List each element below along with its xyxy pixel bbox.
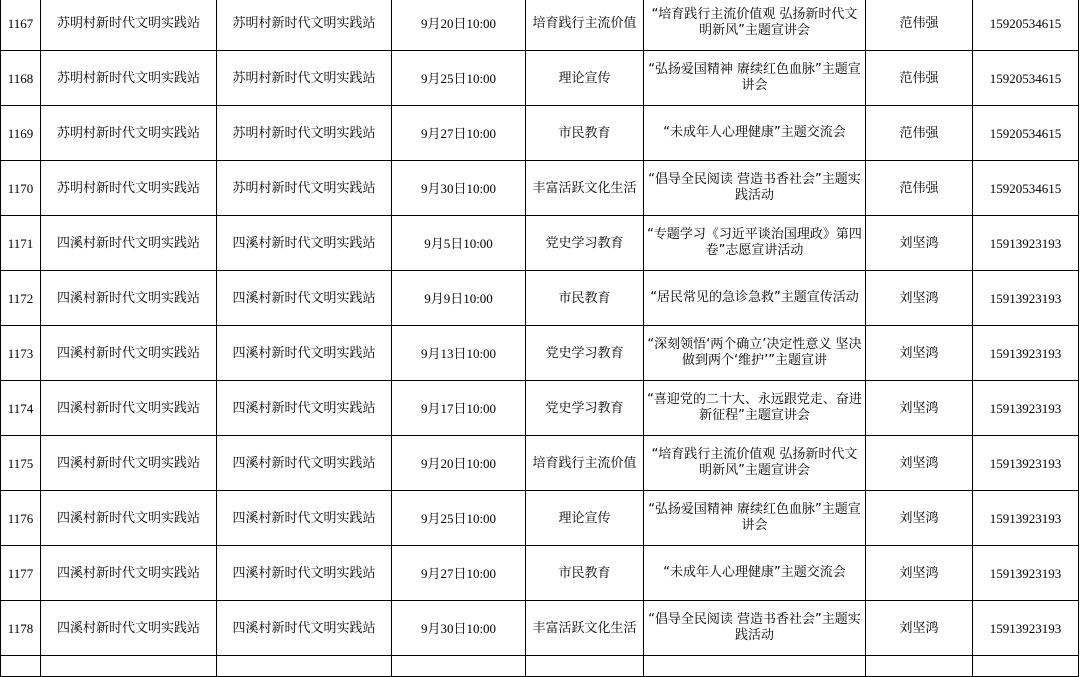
station-cell: 四溪村新时代文明实践站 xyxy=(41,436,217,491)
contact-cell: 范伟强 xyxy=(866,161,973,216)
date-cell: 9月20日10:00 xyxy=(392,0,526,51)
contact-cell: 刘坚鸿 xyxy=(866,381,973,436)
host-cell: 四溪村新时代文明实践站 xyxy=(217,216,392,271)
table-row xyxy=(1,546,1079,601)
phone-cell: 15913923193 xyxy=(973,546,1079,601)
contact-cell: 刘坚鸿 xyxy=(866,546,973,601)
empty-cell xyxy=(866,656,973,677)
station-cell: 苏明村新时代文明实践站 xyxy=(41,106,217,161)
contact-cell: 刘坚鸿 xyxy=(866,216,973,271)
category-cell: 党史学习教育 xyxy=(526,216,644,271)
empty-cell xyxy=(644,656,866,677)
host-cell: 四溪村新时代文明实践站 xyxy=(217,381,392,436)
category-cell: 丰富活跃文化生活 xyxy=(526,601,644,656)
contact-cell: 范伟强 xyxy=(866,0,973,51)
phone-cell: 15913923193 xyxy=(973,326,1079,381)
row-number: 1169 xyxy=(1,106,41,161)
host-cell: 四溪村新时代文明实践站 xyxy=(217,436,392,491)
table-row xyxy=(1,0,1079,51)
date-cell: 9月27日10:00 xyxy=(392,106,526,161)
phone-cell: 15920534615 xyxy=(973,161,1079,216)
date-cell: 9月25日10:00 xyxy=(392,51,526,106)
table-row xyxy=(1,326,1079,381)
date-cell: 9月13日10:00 xyxy=(392,326,526,381)
phone-cell: 15913923193 xyxy=(973,491,1079,546)
topic-cell: “培育践行主流价值观 弘扬新时代文明新风”主题宣讲会 xyxy=(644,436,866,491)
row-number: 1175 xyxy=(1,436,41,491)
table-row xyxy=(1,601,1079,656)
phone-cell: 15920534615 xyxy=(973,51,1079,106)
topic-cell: “专题学习《习近平谈治国理政》第四卷”志愿宣讲活动 xyxy=(644,216,866,271)
row-number: 1167 xyxy=(1,0,41,51)
category-cell: 市民教育 xyxy=(526,106,644,161)
topic-cell: “倡导全民阅读 营造书香社会”主题实践活动 xyxy=(644,601,866,656)
host-cell: 四溪村新时代文明实践站 xyxy=(217,491,392,546)
category-cell: 培育践行主流价值 xyxy=(526,0,644,51)
contact-cell: 范伟强 xyxy=(866,51,973,106)
table-row xyxy=(1,106,1079,161)
topic-cell: “未成年人心理健康”主题交流会 xyxy=(644,106,866,161)
table-row xyxy=(1,216,1079,271)
empty-cell xyxy=(526,656,644,677)
station-cell: 四溪村新时代文明实践站 xyxy=(41,326,217,381)
table-row xyxy=(1,271,1079,326)
date-cell: 9月17日10:00 xyxy=(392,381,526,436)
row-number: 1176 xyxy=(1,491,41,546)
row-number: 1170 xyxy=(1,161,41,216)
date-cell: 9月25日10:00 xyxy=(392,491,526,546)
host-cell: 四溪村新时代文明实践站 xyxy=(217,326,392,381)
phone-cell: 15913923193 xyxy=(973,601,1079,656)
category-cell: 培育践行主流价值 xyxy=(526,436,644,491)
host-cell: 四溪村新时代文明实践站 xyxy=(217,546,392,601)
category-cell: 党史学习教育 xyxy=(526,381,644,436)
date-cell: 9月20日10:00 xyxy=(392,436,526,491)
date-cell: 9月5日10:00 xyxy=(392,216,526,271)
host-cell: 苏明村新时代文明实践站 xyxy=(217,0,392,51)
topic-cell: “倡导全民阅读 营造书香社会”主题实践活动 xyxy=(644,161,866,216)
row-number: 1177 xyxy=(1,546,41,601)
contact-cell: 刘坚鸿 xyxy=(866,436,973,491)
row-number: 1171 xyxy=(1,216,41,271)
topic-cell: “弘扬爱国精神 赓续红色血脉”主题宣讲会 xyxy=(644,491,866,546)
table-body xyxy=(1,0,1079,677)
table-row xyxy=(1,491,1079,546)
category-cell: 理论宣传 xyxy=(526,491,644,546)
empty-cell xyxy=(973,656,1079,677)
table-row xyxy=(1,381,1079,436)
date-cell: 9月30日10:00 xyxy=(392,601,526,656)
station-cell: 苏明村新时代文明实践站 xyxy=(41,51,217,106)
station-cell: 四溪村新时代文明实践站 xyxy=(41,271,217,326)
station-cell: 四溪村新时代文明实践站 xyxy=(41,381,217,436)
date-cell: 9月9日10:00 xyxy=(392,271,526,326)
table-row xyxy=(1,51,1079,106)
station-cell: 苏明村新时代文明实践站 xyxy=(41,161,217,216)
contact-cell: 刘坚鸿 xyxy=(866,326,973,381)
topic-cell: “居民常见的急诊急救”主题宣传活动 xyxy=(644,271,866,326)
phone-cell: 15920534615 xyxy=(973,0,1079,51)
table-row xyxy=(1,161,1079,216)
empty-cell xyxy=(1,656,41,677)
empty-cell xyxy=(41,656,217,677)
row-number: 1178 xyxy=(1,601,41,656)
phone-cell: 15913923193 xyxy=(973,271,1079,326)
station-cell: 四溪村新时代文明实践站 xyxy=(41,491,217,546)
contact-cell: 范伟强 xyxy=(866,106,973,161)
host-cell: 苏明村新时代文明实践站 xyxy=(217,106,392,161)
category-cell: 市民教育 xyxy=(526,271,644,326)
station-cell: 四溪村新时代文明实践站 xyxy=(41,546,217,601)
row-number: 1174 xyxy=(1,381,41,436)
station-cell: 四溪村新时代文明实践站 xyxy=(41,216,217,271)
category-cell: 理论宣传 xyxy=(526,51,644,106)
contact-cell: 刘坚鸿 xyxy=(866,271,973,326)
date-cell: 9月27日10:00 xyxy=(392,546,526,601)
category-cell: 丰富活跃文化生活 xyxy=(526,161,644,216)
topic-cell: “弘扬爱国精神 赓续红色血脉”主题宣讲会 xyxy=(644,51,866,106)
host-cell: 苏明村新时代文明实践站 xyxy=(217,161,392,216)
contact-cell: 刘坚鸿 xyxy=(866,601,973,656)
empty-cell xyxy=(217,656,392,677)
contact-cell: 刘坚鸿 xyxy=(866,491,973,546)
phone-cell: 15920534615 xyxy=(973,106,1079,161)
category-cell: 市民教育 xyxy=(526,546,644,601)
table-row-cutoff xyxy=(1,656,1079,677)
topic-cell: “培育践行主流价值观 弘扬新时代文明新风”主题宣讲会 xyxy=(644,0,866,51)
date-cell: 9月30日10:00 xyxy=(392,161,526,216)
phone-cell: 15913923193 xyxy=(973,436,1079,491)
phone-cell: 15913923193 xyxy=(973,381,1079,436)
empty-cell xyxy=(392,656,526,677)
row-number: 1172 xyxy=(1,271,41,326)
station-cell: 苏明村新时代文明实践站 xyxy=(41,0,217,51)
category-cell: 党史学习教育 xyxy=(526,326,644,381)
station-cell: 四溪村新时代文明实践站 xyxy=(41,601,217,656)
row-number: 1168 xyxy=(1,51,41,106)
host-cell: 四溪村新时代文明实践站 xyxy=(217,601,392,656)
topic-cell: “未成年人心理健康”主题交流会 xyxy=(644,546,866,601)
topic-cell: “深刻领悟‘两个确立’决定性意义 坚决做到两个‘维护’”主题宣讲 xyxy=(644,326,866,381)
host-cell: 苏明村新时代文明实践站 xyxy=(217,51,392,106)
phone-cell: 15913923193 xyxy=(973,216,1079,271)
row-number: 1173 xyxy=(1,326,41,381)
host-cell: 四溪村新时代文明实践站 xyxy=(217,271,392,326)
topic-cell: “喜迎党的二十大、永远跟党走、奋进新征程”主题宣讲会 xyxy=(644,381,866,436)
table-row xyxy=(1,436,1079,491)
